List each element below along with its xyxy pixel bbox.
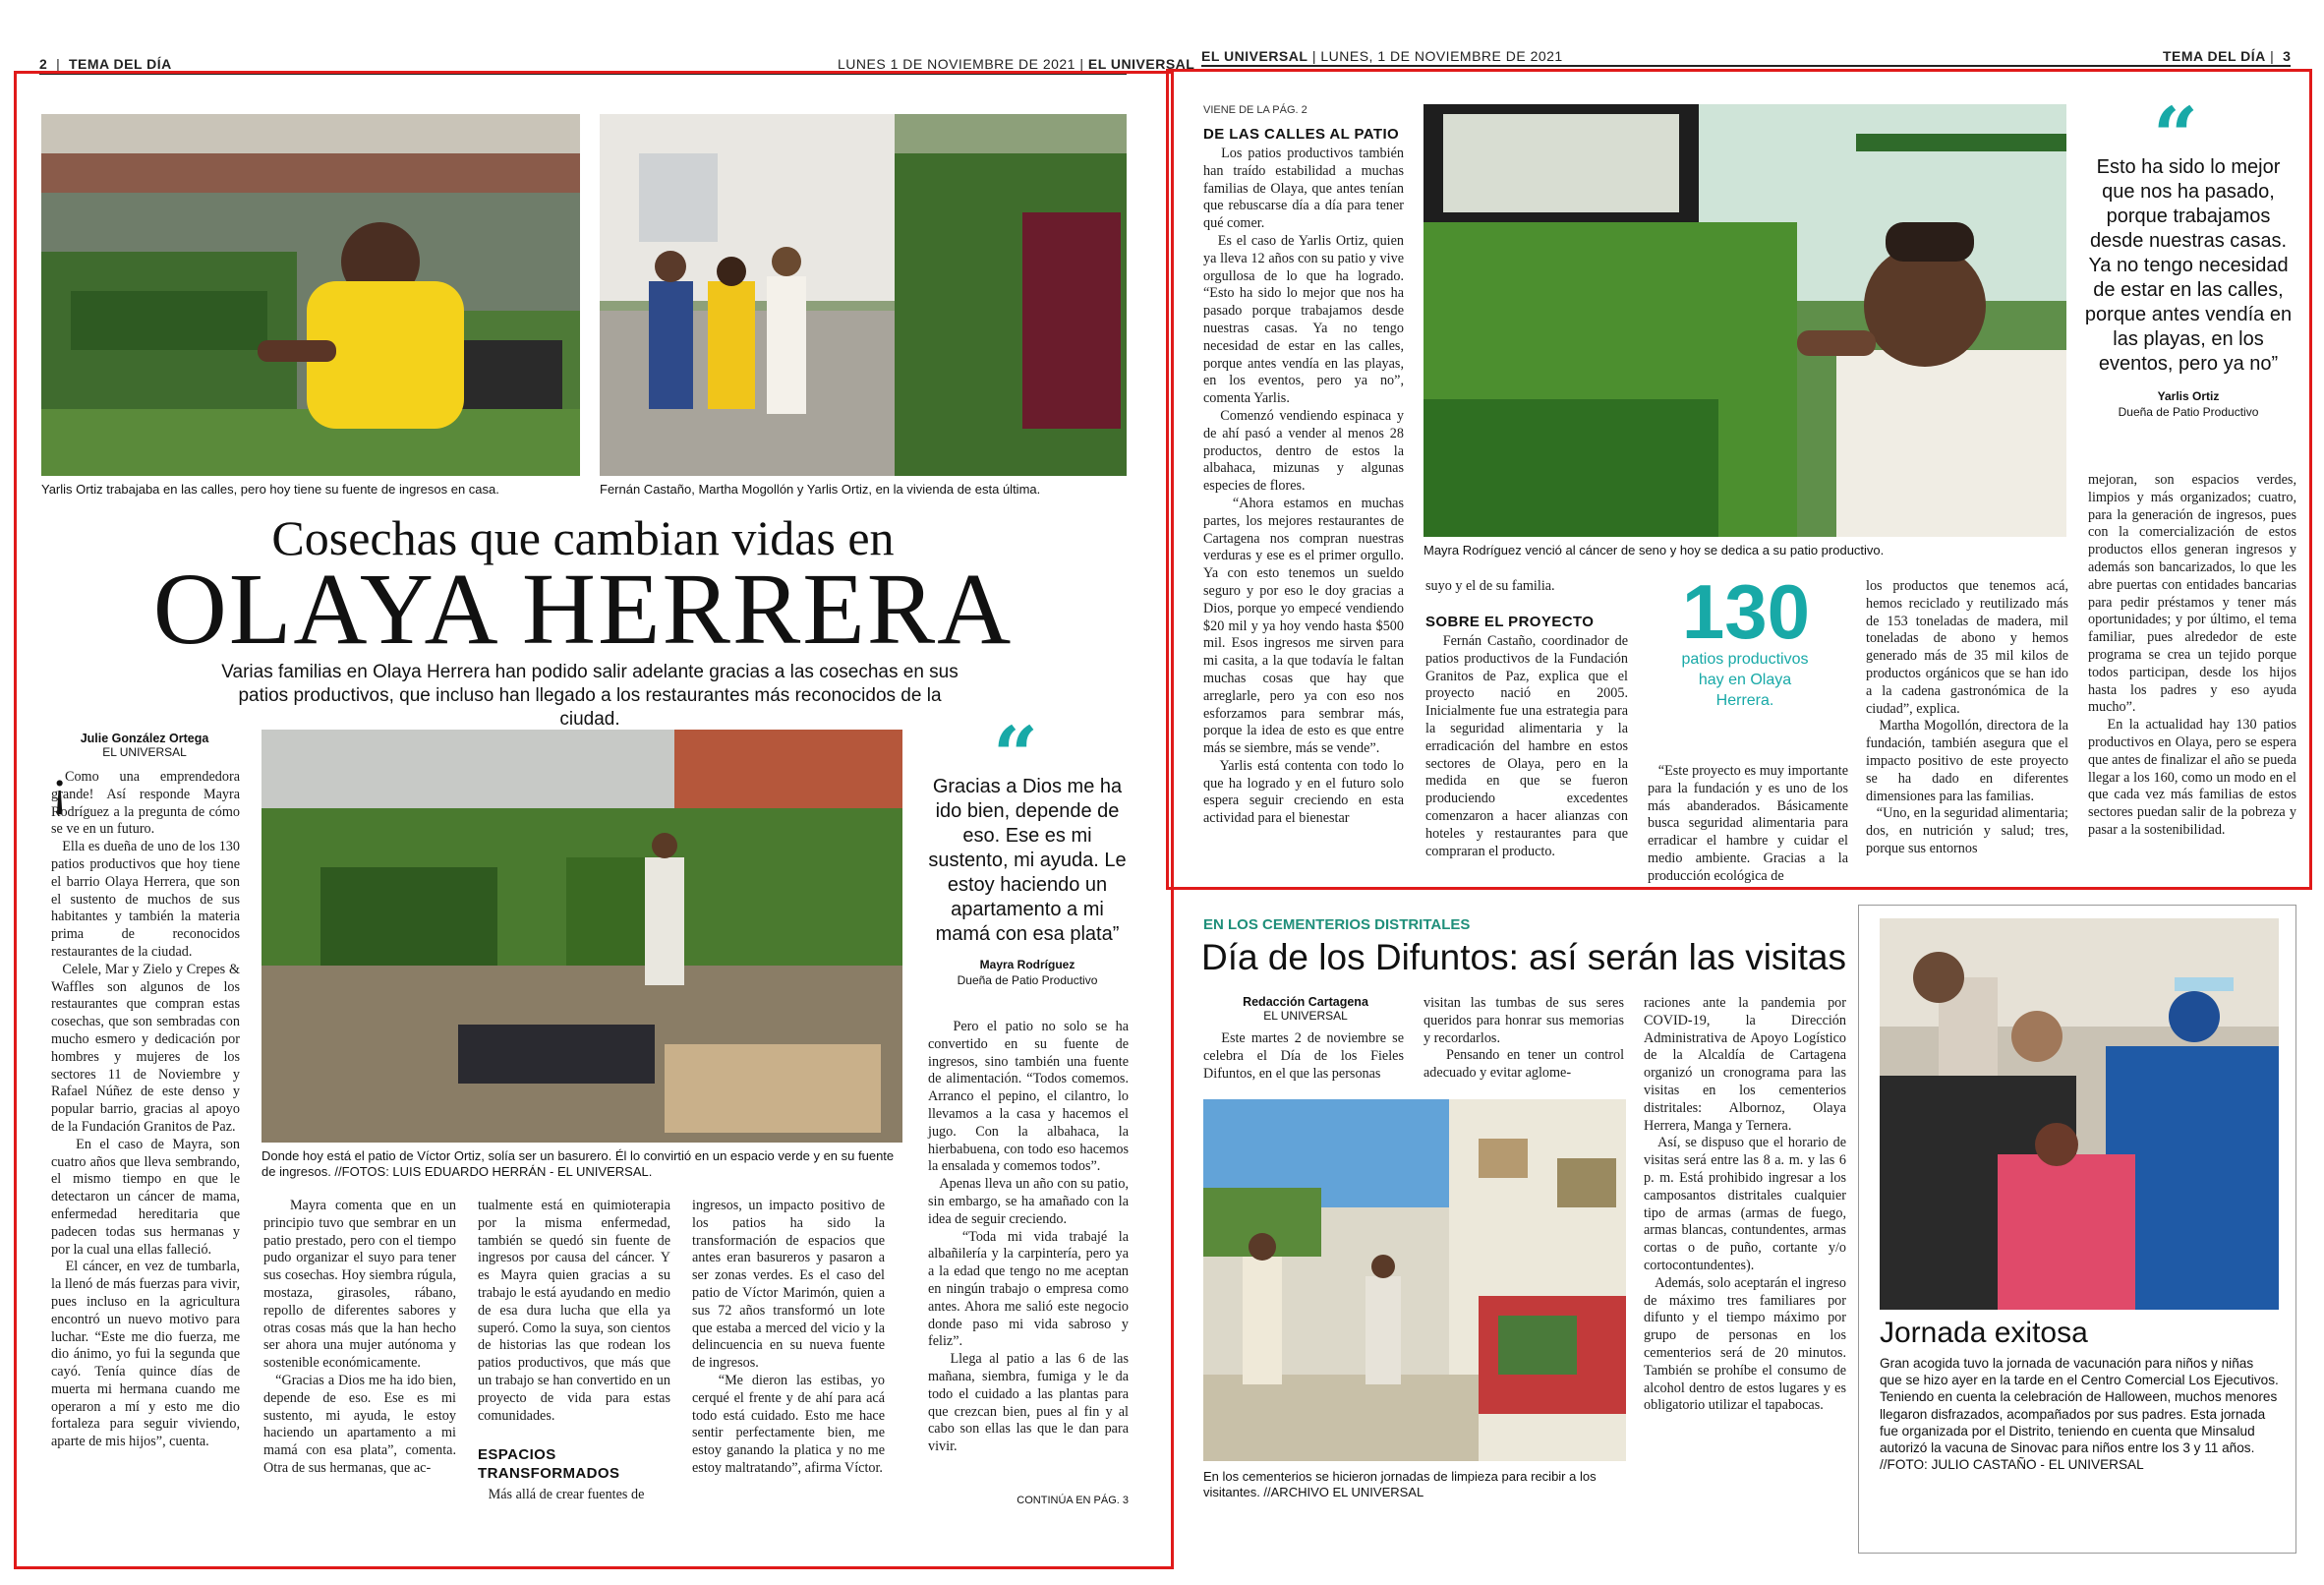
- continues-label: CONTINÚA EN PÁG. 3: [1017, 1495, 1129, 1506]
- difuntos-byline-name: Redacción Cartagena: [1243, 995, 1368, 1009]
- drop-cap: ¡: [51, 760, 69, 816]
- photo-cemetery: [1203, 1099, 1626, 1461]
- difuntos-caption: En los cementerios se hicieron jornadas de limpieza para recibir a los visitantes. //ARCHIVO EL UNIVERSAL: [1203, 1469, 1597, 1499]
- article-colE: mejoran, son espacios verdes, limpios y más organizados; cuatro, para la generación de ingresos, pues con la comercialización de estos productos ellos generan ingresos y además son bancarizados, lo que les abre puertas con entidades bancarias para pedir préstamos y tener más oportunidades; y por último, el tema familiar, pues alrededor de este programa se crea un tejido porque todos participan, desde los hijos hasta los padres y eso ayuda mucho”. En la actualidad hay 130 patios productivos en Olaya, pero se espera que antes de finalizar el año se pueda llegar a los 160, como un modo en el que cada vez más familias de estos sectores puedan salir de la pobreza y pasar a la sostenibilidad.: [2088, 472, 2297, 838]
- byline: [51, 732, 238, 759]
- right-top-rule: [1201, 65, 2291, 67]
- article-col5: Pero el patio no solo se ha convertido en su fuente de ingresos, sino también una fuente de alimentación. “Todos comemos. Arranco el pepino, el cilantro, lo llevamos a la casa y hacemos el jugo. Con la albahaca, la hierbabuena, con todo eso hacemos la ensalada y comemos todos”. Apenas lleva un año con su patio, sin embargo, se ha amañado con la idea de seguir creciendo. “Toda mi vida trabajé la albañilería y la carpintería, pero ya a la edad que tengo no me aceptan en ningún trabajo o empresa como antes. Ahora me salió este negocio donde paso mi vida sabroso y feliz”. Llega al patio a las 6 de las mañana, siembra, fumiga y le da todo el cuidado a las plantas para que crezcan bien, pues al fin y al cabo son ellas las que le dan para vivir.: [928, 1019, 1130, 1455]
- photo3-caption: Donde hoy está el patio de Víctor Ortiz, solía ser un basurero. Él lo convirtió en un espacio verde y en su fuente de ingresos. //FOTOS: LUIS EDUARDO HERRÁN - EL UNIVERSAL.: [261, 1148, 895, 1179]
- jornada-title: Jornada exitosa: [1880, 1317, 2088, 1349]
- article-col1: Como una emprendedora grande! Así responde Mayra Rodríguez a la pregunta de cómo se ve en un futuro. Ella es dueña de uno de los 130 patios productivos que hoy tiene el barrio Olaya Herrera, que son el sustento de muchos de sus habitantes y también la materia prima de reconocidos restaurantes de la ciudad. Celele, Mar y Zielo y Crepes & Waffles son algunos de los restaurantes que compran estas cosechas, que son sembradas con mucho esmero y dedicación por hombres y mujeres de los sectores 11 de Noviembre y Rafael Núñez de este denso y popular barrio, gracias al apoyo de la Fundación Granitos de Paz. En el caso de Mayra, son cuatro años que lleva sembrando, el mismo tiempo en que le detectaron un cáncer de mama, enfermedad hereditaria que padecen todas sus hermanas y por la cual una ellas falleció. El cáncer, en vez de tumbarla, la llenó de más fuerzas para vivir, pues incluso en la agricultura encontró un nuevo motivo para luchar. “Este me dio fuerza, me dio ánimo, yo fui la segunda que cayó. Tenía quince días de muerta mi hermana cuando me operaron a mí y esto me dio fortaleza para seguir viviendo, aparte de mis hijos”, cuenta.: [51, 769, 241, 1450]
- left-folio: 2 | TEMA DEL DÍA: [39, 56, 172, 72]
- right-date-masthead: EL UNIVERSAL | LUNES, 1 DE NOVIEMBRE DE 2021: [1201, 48, 1563, 64]
- photo1-caption: Yarlis Ortiz trabajaba en las calles, pero hoy tiene su fuente de ingresos en casa.: [41, 482, 499, 497]
- article-colC: “Este proyecto es muy importante para la fundación y es uno de los más abanderados. Básicamente busca seguridad alimentaria para erradicar el hambre y cuidar el medio ambiente. Gracias a la producción ecológica de: [1648, 763, 1852, 884]
- article-col3: tualmente está en quimioterapia por la misma enfermedad, también se quedó sin fuente de ingresos por causa del cáncer. Y es Mayra quien gracias a su trabajo le está ayudando en medio de esa dura lucha que ella ya superó. Como la suya, son cientos de historias las que rodean los patios productivos, que más que un trabajo se han convertido en un proyecto de vida para estas comunidades.: [478, 1198, 674, 1424]
- article-col3b: Más allá de crear fuentes de: [478, 1487, 645, 1502]
- difuntos-byline-org: EL UNIVERSAL: [1263, 1009, 1348, 1023]
- pull-quote-yarlis-role: Dueña de Patio Productivo: [2118, 405, 2259, 419]
- photo-mayra-plants: [1423, 104, 2066, 537]
- left-section-label: TEMA DEL DÍA: [69, 56, 172, 72]
- photo-vaccination: [1880, 918, 2279, 1310]
- deck: Varias familias en Olaya Herrera han podido salir adelante gracias a las cosechas en sus patios productivos, que incluso han llegado a los restaurantes más reconocidos de la ciudad.: [221, 662, 959, 730]
- difuntos-col3: raciones ante la pandemia por COVID-19, la Dirección Administrativa de Apoyo Logístico de la Alcaldía de Cartagena organizó un cronograma para las visitas en los cementerios distritales: Albornoz, Olaya Herrera, Manga y Ternera. Así, se dispuso que el horario de visitas será entre las 8 a. m. y las 6 p. m. Está prohibido ingresar a los camposantos distritales cualquier tipo de armas (armas de fuego, armas blancas, contundentes, armas cortas o de puño, cortante y/o cortocontundentes). Además, solo aceptarán el ingreso de máximo tres familiares por difunto y el tiempo máximo por grupo de personas en los cementerios será de 20 minutos. También se prohíbe el consumo de alcohol dentro de estos lugares y es obligatorio utilizar el tapabocas.: [1644, 995, 1846, 1414]
- quote-mark-left: “: [993, 709, 1039, 801]
- article-colA: Los patios productivos también han traído estabilidad a muchas familias de Olaya, que antes tenían que rebuscarse día a día para tener qué comer. Es el caso de Yarlis Ortiz, quien ya lleva 12 años con su patio y vive orgullosa de lo que ha logrado. “Esto ha sido lo mejor que nos ha pasado porque trabajamos desde nuestras casas. Ya no tengo necesidad de estar en las calles, porque antes vendía en las playas, en los eventos, pero ya no”, comenta Yarlis. Comenzó vendiendo espinaca y de ahí pasó a vender al menos 28 productos, dentro de estos la albahaca, mizunas y algunas especies de flores. “Ahora estamos en muchas partes, los mejores restaurantes de Cartagena nos compran nuestras verduras y ese es el primer orgullo. Ya con esto tenemos un sueldo seguro y por eso le doy gracias a Dios, porque yo empecé vendiendo $20 mil y ya hoy vendo hasta $500 mil. Esos ingresos me sirven para mi casita, a la que todavía le faltan muchas cosas que hay que arreglarle, pero ya con eso nos esforzamos para sembrar más, porque la idea de esto es que entre más se siembre, más se vende”. Yarlis está contenta con todo lo que ha logrado y en el futuro solo espera seguir creciendo en esta actividad para el bienestar: [1203, 146, 1405, 827]
- article-colD: los productos que tenemos acá, hemos reciclado y reutilizado más de 153 toneladas de madera, mil toneladas de abono y hemos generado más de 35 mil kilos de productos orgánicos que se han ido a la cadena gastronómica de la ciudad”, explica. Martha Mogollón, directora de la fundación, también asegura que el impacto positivo de este proyecto se ha dado en diferentes dimensiones para las familias. “Uno, en la seguridad alimentaria; dos, en nutrición y salud; tres, porque sus entornos: [1866, 578, 2069, 856]
- article-colB: Fernán Castaño, coordinador de patios productivos de la Fundación Granitos de Paz, explica que el proyecto nació en 2005. Inicialmente fue una estrategia para la seguridad alimentaria y la erradicación del hambre en estos sectores de Olaya, pero en la medida en que se fueron produciendo excedentes comenzaron a hacer alianzas con hoteles y restaurantes para que compraran el producto.: [1425, 633, 1632, 859]
- photo-victor-patio: [261, 730, 902, 1143]
- stat-number: 130: [1681, 568, 1811, 655]
- article-colB-top: suyo y el de su familia.: [1425, 578, 1555, 594]
- photo-yarlis-garden: [41, 114, 580, 476]
- subhead-espacios: ESPACIOS TRANSFORMADOS: [478, 1446, 620, 1482]
- photo-three-people: [600, 114, 1127, 476]
- right-folio: TEMA DEL DÍA | 3: [2163, 48, 2292, 64]
- headline-top: Cosechas que cambian vidas en: [271, 510, 895, 565]
- headline-main: OLAYA HERRERA: [152, 553, 1014, 666]
- pull-quote-mayra: Gracias a Dios me ha ido bien, depende de eso. Ese es mi sustento, mi ayuda. Le estoy haciendo un apartamento a mi mamá con esa plata”: [928, 776, 1127, 945]
- comes-from-label: VIENE DE LA PÁG. 2: [1203, 104, 1307, 116]
- quote-mark-right: “: [2153, 89, 2199, 182]
- right-date: LUNES, 1 DE NOVIEMBRE DE 2021: [1320, 48, 1563, 64]
- difuntos-headline: Día de los Difuntos: así serán las visitas: [1201, 937, 1847, 977]
- pull-quote-mayra-role: Dueña de Patio Productivo: [957, 973, 1098, 987]
- byline-name: Julie González Ortega: [80, 732, 209, 745]
- stat-label: patios productivos hay en Olaya Herrera.: [1681, 651, 1809, 709]
- difuntos-kicker: EN LOS CEMENTERIOS DISTRITALES: [1203, 916, 1471, 933]
- left-date: LUNES 1 DE NOVIEMBRE DE 2021: [838, 56, 1075, 72]
- left-date-masthead: LUNES 1 DE NOVIEMBRE DE 2021 | EL UNIVERSAL: [838, 56, 1195, 72]
- right-masthead: EL UNIVERSAL: [1201, 48, 1308, 64]
- photo4-caption: Mayra Rodríguez venció al cáncer de seno y hoy se dedica a su patio productivo.: [1423, 543, 1885, 558]
- difuntos-col2: visitan las tumbas de sus seres queridos para honrar sus memorias y recordarlos. Pensando en tener un control adecuado y evitar aglome-: [1423, 995, 1625, 1082]
- subhead-proyecto: SOBRE EL PROYECTO: [1425, 614, 1595, 630]
- difuntos-byline: [1217, 995, 1394, 1023]
- byline-org: EL UNIVERSAL: [102, 745, 187, 759]
- article-col4: ingresos, un impacto positivo de los patios ha sido la transformación de espacios que antes eran basureros y pasaron a ser zonas verdes. Es el caso del patio de Víctor Marimón, quien a sus 72 años transformó un lote que estaba a merced del vicio y la delincuencia en su nueva fuente de ingresos. “Me dieron las estibas, yo cerqué el frente y de ahí para acá todo está cuidado. Esto me hace sentir perfectamente bien, me estoy ganando la platica y no me estoy maltratando”, afirma Víctor.: [692, 1198, 886, 1476]
- pull-quote-mayra-name: Mayra Rodríguez: [979, 958, 1075, 971]
- left-page-number: 2: [39, 56, 48, 72]
- pull-quote-yarlis: Esto ha sido lo mejor que nos ha pasado, porque trabajamos desde nuestras casas. Ya no tengo necesidad de estar en las calles, porque antes vendía en las playas, en los eventos, pero ya no”: [2084, 156, 2293, 375]
- difuntos-col1: Este martes 2 de noviembre se celebra el Día de los Fieles Difuntos, en el que las personas: [1203, 1030, 1408, 1082]
- jornada-text: Gran acogida tuvo la jornada de vacunación para niños y niñas que se hizo ayer en la tarde en el Centro Comercial Los Ejecutivos. Teniendo en cuenta la celebración de Halloween, muchos menores llegaron disfrazados, acompañados por sus padres. Esta jornada fue organizada por el Distrito, teniendo en cuenta que Minsalud autorizó la vacuna de Sinovac para niños entre los 3 y 11 años. //FOTO: JULIO CASTAÑO - EL UNIVERSAL: [1880, 1356, 2279, 1473]
- left-masthead: EL UNIVERSAL: [1087, 56, 1195, 72]
- right-section-label: TEMA DEL DÍA: [2163, 48, 2266, 64]
- article-col2: Mayra comenta que en un principio tuvo que sembrar en un patio prestado, pero con el tiempo pudo organizar el suyo para tener sus cosechas. Hoy siembra rúgula, mostaza, girasoles, rábano, repollo de diferentes sabores y otras cosas más que la han hecho ser ahora una mujer autónoma y sostenible económicamente. “Gracias a Dios me ha ido bien, depende de eso. Ese es mi sustento, mi ayuda, le estoy haciendo un apartamento a mi mamá con esa plata”, comenta. Otra de sus hermanas, que ac-: [263, 1198, 456, 1476]
- photo2-caption: Fernán Castaño, Martha Mogollón y Yarlis Ortiz, en la vivienda de esta última.: [600, 482, 1041, 497]
- pull-quote-yarlis-name: Yarlis Ortiz: [2157, 389, 2220, 403]
- subhead-calles: DE LAS CALLES AL PATIO: [1203, 126, 1400, 143]
- right-page-number: 3: [2283, 48, 2292, 64]
